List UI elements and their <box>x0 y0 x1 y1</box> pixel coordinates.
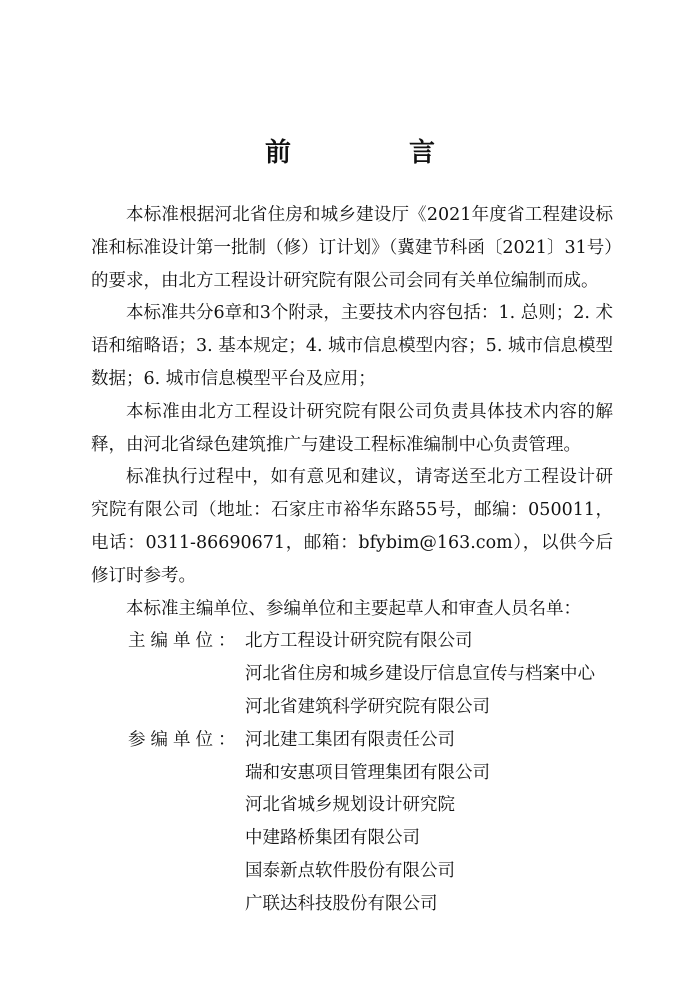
list-item: 河北省住房和城乡建设厅信息宣传与档案中心 <box>245 664 595 685</box>
participating-units-list <box>245 724 613 921</box>
list-item: 北方工程设计研究院有限公司 <box>245 631 473 652</box>
chief-units-list <box>245 625 613 723</box>
paragraph-basis: 本标准根据河北省住房和城乡建设厅《2021年度省工程建设标准和标准设计第一批制（修）订计划》（冀建节科函〔2021〕31号）的要求，由北方工程设计研究院有限公司会同有关单位编制而成。 <box>91 205 613 291</box>
page-title: 前 言 <box>264 138 481 168</box>
list-item: 河北省城乡规划设计研究院 <box>245 795 455 816</box>
paragraph-contents: 本标准共分6章和3个附录，主要技术内容包括：1. 总则；2. 术语和缩略语；3. 基本规定；4. 城市信息模型内容；5. 城市信息模型数据；6. 城市信息模型平台及应用； <box>91 303 613 389</box>
list-item: 河北省建筑科学研究院有限公司 <box>245 696 490 717</box>
list-item: 中建路桥集团有限公司 <box>245 828 420 849</box>
paragraph-responsibility: 本标准由北方工程设计研究院有限公司负责具体技术内容的解释，由河北省绿色建筑推广与建设工程标准编制中心负责管理。 <box>91 401 613 455</box>
list-item: 国泰新点软件股份有限公司 <box>245 860 455 881</box>
chief-units-label: 主编单位： <box>128 631 241 652</box>
chief-units-group <box>91 625 613 723</box>
participating-units-group <box>91 724 613 921</box>
preface-body <box>91 199 613 921</box>
participating-units-label: 参编单位： <box>128 729 241 750</box>
list-item: 广联达科技股份有限公司 <box>245 893 438 914</box>
paragraph-feedback: 标准执行过程中，如有意见和建议，请寄送至北方工程设计研究院有限公司（地址：石家庄市裕华东路55号，邮编：050011，电话：0311-86690671，邮箱：bfybim@163.com），以供今后修订时参考。 <box>91 467 613 586</box>
paragraph-unit-intro: 本标准主编单位、参编单位和主要起草人和审查人员名单： <box>126 598 581 619</box>
list-item: 河北建工集团有限责任公司 <box>245 729 455 750</box>
list-item: 瑞和安惠项目管理集团有限公司 <box>245 762 490 783</box>
